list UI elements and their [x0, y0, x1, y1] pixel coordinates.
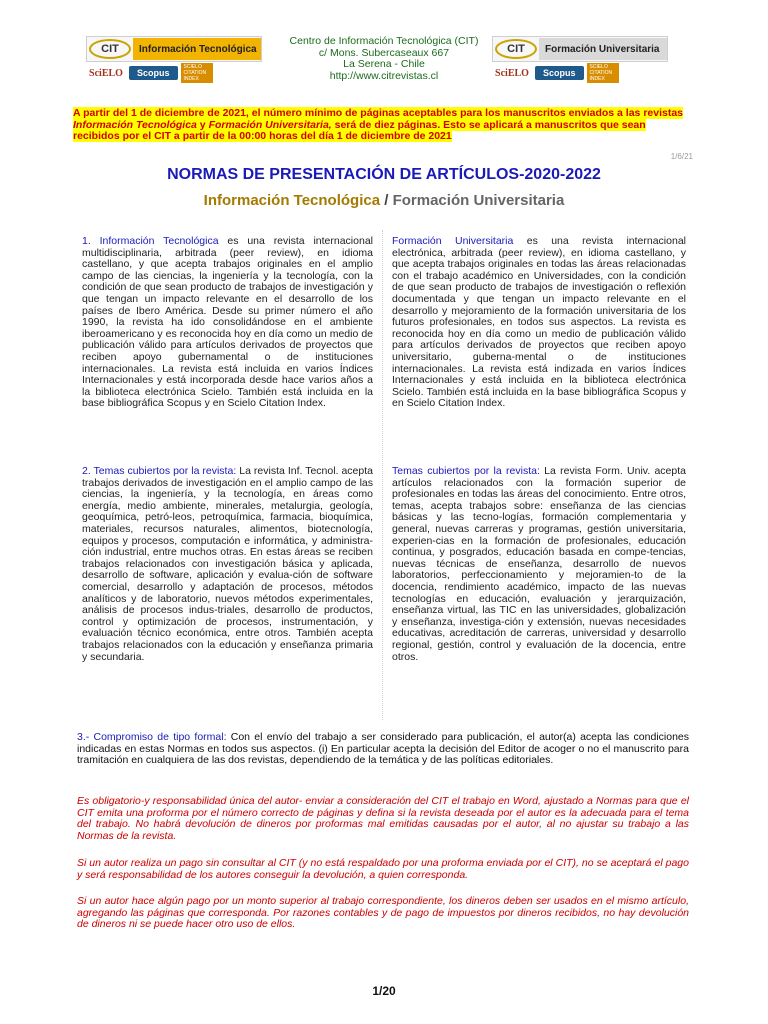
notice-journal-1: Información Tecnológica — [73, 118, 197, 131]
red-paragraph: Si un autor hace algún pago por un monto superior al trabajo correspondiente, los dineros deben ser usados en el mismo artículo, agregando las páginas que corresponda. Por razones contables y de pago de impuestos por dineros recibidos, no hay devolución de dineros ni se puede hacer otro uso de ellos. — [77, 895, 689, 931]
scopus-logo: Scopus — [535, 66, 584, 80]
section-1-informacion-tecnologica — [82, 236, 373, 410]
red-notice-proforma — [77, 796, 689, 842]
section-label: Temas cubiertos por la revista: — [392, 465, 540, 477]
section-label: 2. Temas cubiertos por la revista: — [82, 465, 237, 477]
scielo-citation-index-logo: SCIELO CITATION INDEX — [181, 63, 213, 83]
logo-formacion-universitaria — [492, 36, 668, 80]
section-text: La revista Inf. Tecnol. acepta trabajos derivados de investigación en el amplio campo de las ciencias, la ingeniería, y la tecnología, en áreas como energía, medio ambiente, minerales, metalurgia, geología, geoquímica, petró-leos, petroquímica, farmacia, bioquímica, materiales, recursos naturales, alimentos, biotecnología, equipos y procesos, computación e informática, y administra-ción industrial, entre muchos otras. En estas áreas se reciben trabajos relacionados con investigación básica y aplicada, desarrollo de software, aplicación y evalua-ción de software comercial, desarrollo y adaptación de procesos, métodos analíticos y de laboratorio, nuevos métodos experimentales, análisis de procesos indus-triales, desarrollo de productos, control y optimización de procesos, instrumentación, y evaluación técnico económica, entre otros. También acepta trabajos relacionados con la educación y enseñanza primaria y secundaria. — [82, 465, 373, 663]
page-title: NORMAS DE PRESENTACIÓN DE ARTÍCULOS-2020-2022 — [167, 166, 601, 183]
red-paragraph: Si un autor realiza un pago sin consultar al CIT (y no está respaldado por una proforma enviada por el CIT), no se aceptará el pago y será responsabilidad de los autores conseguir la devolución, a quien corresponda. — [77, 857, 689, 881]
scopus-logo: Scopus — [129, 66, 178, 80]
section-label: 1. Información Tecnológica — [82, 235, 219, 247]
section-2-temas-inf-tecnol — [82, 466, 373, 663]
red-paragraph: Es obligatorio-y responsabilidad única del autor- enviar a consideración del CIT el trabajo en Word, ajustado a Normas para que el CIT emita una proforma por el número correcto de páginas y defina si la revista deseada por el autor es la adecuada para el tema del trabajo. No habrá devolución de dineros por proformas mal emitidas causadas por el autor, al no ajustar su trabajo a las Normas de la revista. — [77, 795, 689, 842]
subtitle-journal-b: Formación Universitaria — [392, 192, 565, 209]
scielo-logo: SciELO — [89, 67, 123, 79]
section-label: Formación Universitaria — [392, 235, 514, 247]
journal-name: Formación Universitaria — [539, 38, 667, 60]
red-notice-devolucion — [77, 896, 689, 931]
page-number: 1/20 — [372, 984, 396, 998]
section-text: es una revista internacional multidisciplinaria, arbitrada (peer review), en idioma castellano, y que acepta trabajos originales en el amplio campo de las ciencias, la ingeniería y la tecnología, con la condición de que sean producto de trabajos de investigación y que tengan un impacto relevante en el desarrollo de los países de Ibero América. Desde su primer número el año 1990, la revista ha ido consolidándose en el ambiente iberoamericano y es reconocida hoy en día como un medio de publicación válido para artículos derivados de proyectos que reciben apoyo gubernamental o de instituciones internacionales. La revista está incluida en varios Índices Internacionales y está incorporada desde hace varios años a la biblioteca electrónica Scielo. También está incluida en la base bibliográfica Scopus y en Scielo Citation Index. — [82, 235, 373, 410]
document-date: 1/6/21 — [670, 152, 693, 161]
page-subtitle — [0, 192, 768, 209]
section-text: La revista Form. Univ. acepta artículos relacionados con la formación superior de profesionales en todas las áreas del conocimiento. Entre otros, temas, acepta trabajos sobre: enseñanza de las ciencias básicas y las tecno-logías, formación complementaria y general, nuevas carreras y programas, gestión universitaria, experien-cias en la formación de profesionales, educación continua, y posgrados, educación basada en compe-tencias, nuevas técnicas de enseñanza, desarrollo de nuevos laboratorios, perfeccionamiento y mejoramien-to de la docencia, rendimiento académico, impacto de las nuevas tecnologías en educación, evaluación y jerarquización, enseñanza virtual, las TIC en las universidades, globalización y enseñanza, investiga-ción y extensión, nuevas necesidades educativas, acreditación de carreras, universidad y desarrollo regional, gestión, control y evaluación de la docencia, entre otros. — [392, 465, 686, 663]
journal-name: Información Tecnológica — [133, 38, 261, 60]
section-3-compromiso — [77, 732, 689, 767]
notice-text: será de diez páginas. Esto se aplicará a manuscritos que sean recibidos por el CIT a partir de la 00:00 horas del día 1 de diciembre de 2021 — [73, 118, 646, 142]
notice-journal-2: Formación Universitaria, — [208, 118, 332, 131]
cit-badge: CIT — [89, 39, 131, 59]
subtitle-journal-a: Información Tecnológica — [203, 192, 381, 209]
scielo-citation-index-logo: SCIELO CITATION INDEX — [587, 63, 619, 83]
section-2-temas-form-univ — [392, 466, 686, 663]
column-divider — [382, 230, 384, 720]
page-notice — [73, 108, 691, 143]
org-name: Centro de Información Tecnológica (CIT) — [289, 35, 479, 47]
org-city: La Serena - Chile — [343, 58, 425, 70]
org-url[interactable]: http://www.citrevistas.cl — [329, 69, 439, 82]
red-notice-pago — [77, 858, 689, 881]
cit-badge: CIT — [495, 39, 537, 59]
notice-text: A partir del 1 de diciembre de 2021, el número mínimo de páginas aceptables para los manuscritos enviados a las revistas — [73, 107, 684, 119]
org-address: c/ Mons. Subercaseaux 667 — [318, 46, 450, 59]
section-label: 3.- Compromiso de tipo formal: — [77, 731, 227, 743]
header-contact — [250, 36, 518, 82]
section-text: es una revista internacional electrónica, arbitrada (peer review), en idioma castellano, y que acepta trabajos originales en todas las áreas relacionadas con el trabajo académico en Universidades, con la condición de que sean producto de trabajos de investigación o reflexión documentada y que tengan un impacto relevante en el desarrollo y mejoramiento de la formación universitaria de los futuros profesionales, en todos sus aspectos. La revista es reconocida hoy en día como un medio de publicación válido para artículos derivados de proyectos que reciben apoyo universitario, guberna-mental o de instituciones internacionales. La revista está indizada en varios Índices Internacionales y está incluida en la biblioteca electrónica Scielo. También está incluida en la base bibliográfica Scopus y en Scielo Citation Index. — [392, 235, 686, 410]
section-1-formacion-universitaria — [392, 236, 686, 410]
section-text: Con el envío del trabajo a ser considerado para publicación, el autor(a) acepta las condiciones indicadas en estas Normas en todos sus aspectos. (i) En particular acepta la decisión del Editor de acoger o no el manuscrito para tramitación en cualquiera de las dos revistas, dependiendo de la temática y de las políticas editoriales. — [77, 731, 690, 767]
notice-text: y — [196, 118, 209, 131]
subtitle-separator: / — [380, 192, 393, 209]
scielo-logo: SciELO — [495, 67, 529, 79]
logo-informacion-tecnologica — [86, 36, 262, 80]
